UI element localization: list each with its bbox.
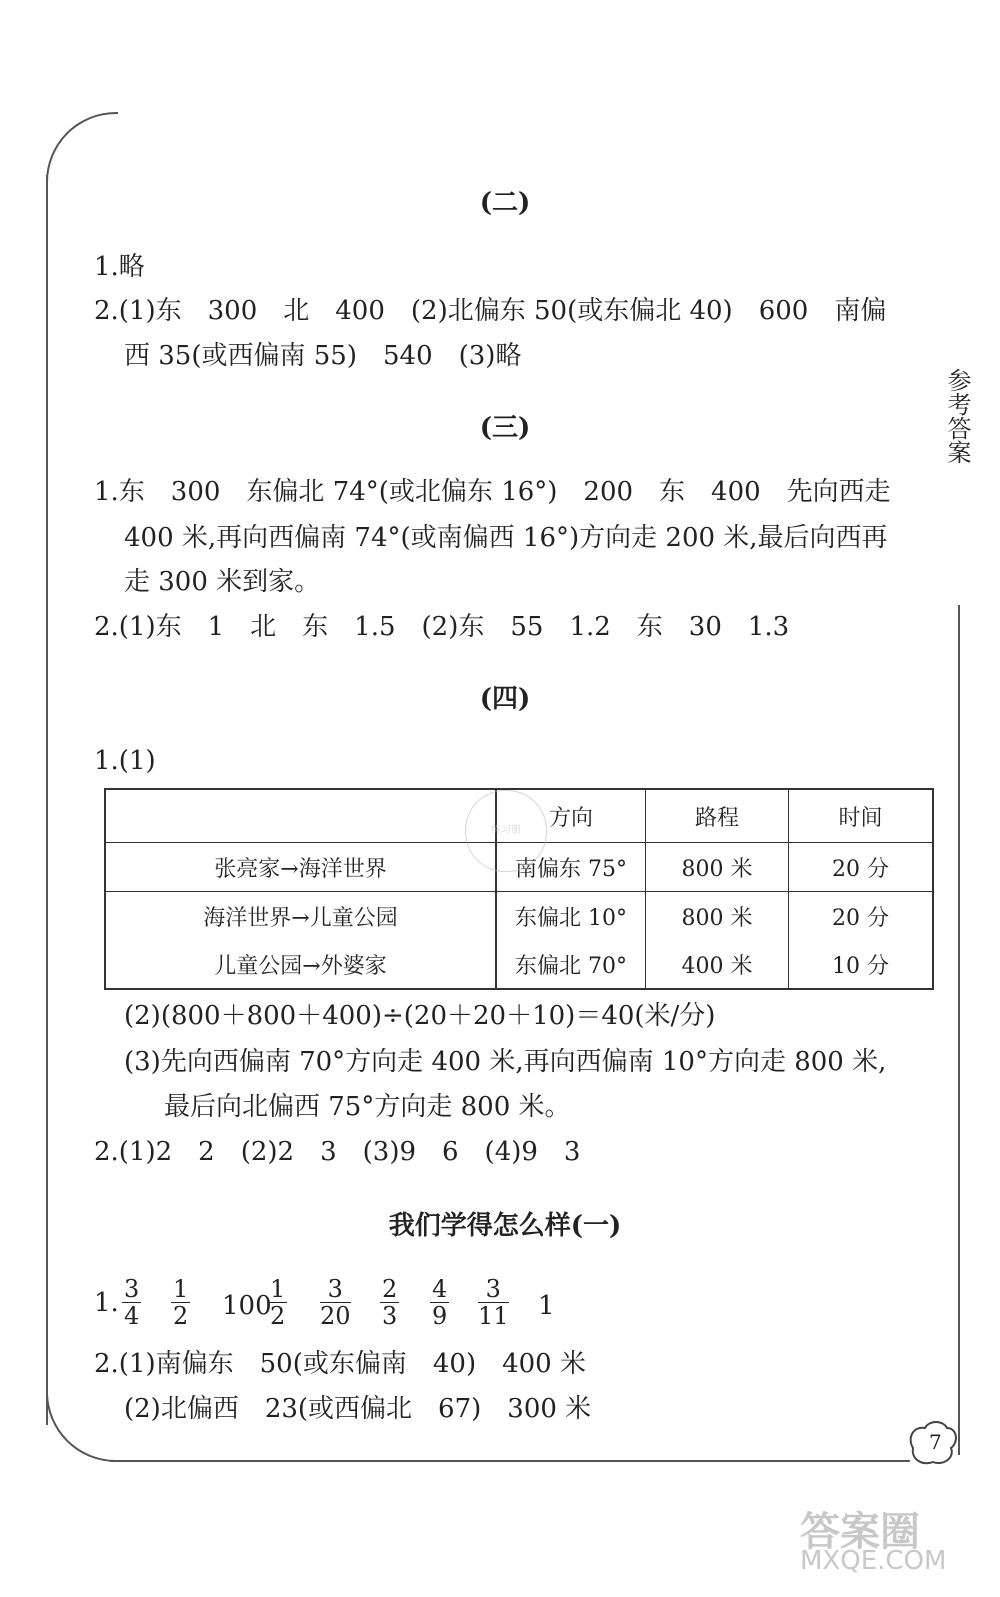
page-number: 7	[929, 1430, 942, 1454]
fraction-denominator: 3	[382, 1302, 398, 1330]
fraction	[380, 1276, 399, 1329]
table-header-cell: 时间	[789, 789, 934, 843]
watermark-url: MXQE.COM	[800, 1546, 947, 1576]
s3-q2: 2.(1)东 1 北 东 1.5 (2)东 55 1.2 东 30 1.3	[94, 612, 790, 642]
s3-q1-line3: 走 300 米到家。	[124, 567, 321, 597]
watermark-logo: 答案圈	[800, 1509, 920, 1555]
fraction-denominator: 2	[173, 1302, 189, 1330]
s4-q1-3-line1: (3)先向西偏南 70°方向走 400 米,再向西偏南 10°方向走 800 米,	[124, 1047, 887, 1077]
table-cell: 海洋世界→儿童公园	[105, 892, 496, 941]
section-title-2: (二)	[479, 188, 531, 218]
fraction-numerator: 1	[173, 1275, 189, 1303]
s3-q1-line1: 1.东 300 东偏北 74°(或北偏东 16°) 200 东 400 先向西走	[94, 477, 891, 507]
fraction-denominator: 9	[432, 1302, 448, 1330]
fraction-numerator: 3	[320, 1276, 351, 1303]
section-title-4: (四)	[479, 684, 531, 714]
s2-q2-line1: 2.(1)东 300 北 400 (2)北偏东 50(或东偏北 40) 600 南偏	[94, 296, 887, 326]
table-row	[105, 940, 933, 989]
fraction-numerator: 3	[124, 1275, 140, 1303]
table-cell: 南偏东 75°	[496, 843, 646, 892]
fraction	[430, 1276, 449, 1329]
s2-q2-line2: 西 35(或西偏南 55) 540 (3)略	[124, 341, 522, 371]
table-header-cell: 方向	[496, 789, 646, 843]
s5-q2-line2: (2)北偏西 23(或西偏北 67) 300 米	[124, 1394, 592, 1424]
s4-q1-label: 1.(1)	[94, 746, 156, 776]
fraction-denominator: 4	[124, 1302, 140, 1330]
fraction	[171, 1276, 190, 1329]
table-header-cell: 路程	[646, 789, 789, 843]
table-cell: 20 分	[832, 905, 889, 931]
fraction	[268, 1276, 287, 1329]
s5-q1-label: 1.	[94, 1288, 119, 1318]
table-header-cell	[105, 789, 496, 843]
fraction	[320, 1276, 351, 1329]
fraction-numerator: 1	[270, 1275, 286, 1303]
s2-q1: 1.略	[94, 252, 145, 282]
frame-bottom-border	[110, 1460, 910, 1462]
table-cell: 400 米	[646, 940, 789, 989]
frame-right-border	[958, 605, 960, 1455]
table-cell: 东偏北 10°	[496, 892, 646, 941]
table-cell: 800 米	[646, 843, 789, 892]
table-row	[105, 892, 933, 941]
fraction	[478, 1276, 509, 1329]
s4-q1-2: (2)(800＋800＋400)÷(20＋20＋10)＝40(米/分)	[124, 1001, 716, 1031]
s4-q2: 2.(1)2 2 (2)2 3 (3)9 6 (4)9 3	[94, 1137, 581, 1167]
table-cell: 东偏北 70°	[496, 940, 646, 989]
fraction-numerator: 4	[432, 1275, 448, 1303]
table-cell: 张亮家→海洋世界	[105, 843, 496, 892]
table-cell: 20 分	[789, 843, 934, 892]
side-tab-label: 参考答案	[943, 368, 971, 464]
fraction-numerator: 2	[382, 1275, 398, 1303]
fraction-numerator: 3	[478, 1276, 509, 1303]
s3-q1-line2: 400 米,再向西偏南 74°(或南偏西 16°)方向走 200 米,最后向西再	[124, 523, 888, 553]
s4-q1-3-line2: 最后向北偏西 75°方向走 800 米。	[164, 1092, 571, 1122]
stamp-mark: 练习册	[465, 790, 547, 872]
mixed-number-whole: 100	[222, 1291, 272, 1321]
section-title-5: 我们学得怎么样(一)	[388, 1211, 622, 1241]
watermark	[800, 1500, 947, 1576]
s5-q1-last: 1	[538, 1291, 555, 1321]
frame-corner-bottom	[46, 1390, 118, 1462]
s5-q2-line1: 2.(1)南偏东 50(或东偏南 40) 400 米	[94, 1349, 586, 1379]
fraction-denominator: 20	[320, 1302, 351, 1330]
section-title-3: (三)	[479, 413, 531, 443]
table-cell: 10 分	[832, 953, 889, 979]
fraction	[122, 1276, 141, 1329]
fraction-denominator: 2	[270, 1302, 286, 1330]
frame-corner-top	[46, 112, 118, 184]
fraction-denominator: 11	[478, 1302, 509, 1330]
table-cell: 800 米	[646, 892, 789, 941]
table-cell: 儿童公园→外婆家	[105, 940, 496, 989]
